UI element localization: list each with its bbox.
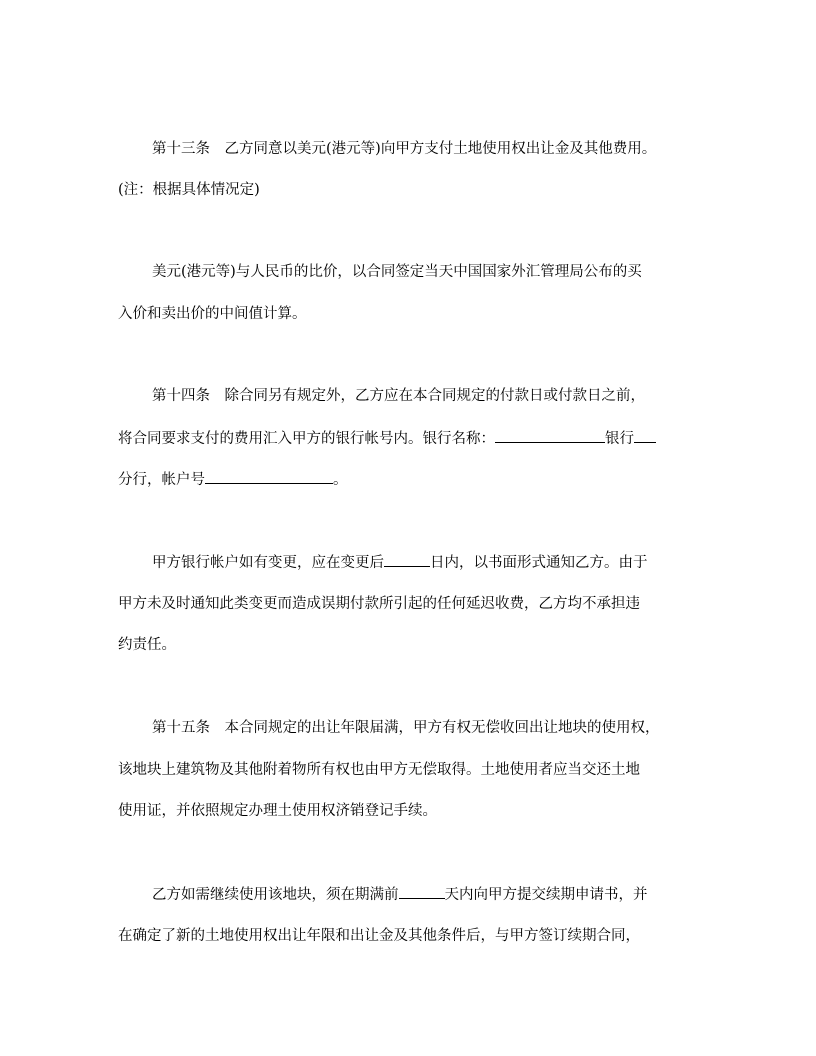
account-change-line-3: 约责任。 bbox=[118, 637, 176, 653]
renewal-line-2: 在确定了新的土地使用权出让年限和出让金及其他条件后，与甲方签订续期合同， bbox=[118, 928, 640, 944]
account-number-blank bbox=[205, 469, 333, 484]
renewal-line-1-rest: 天内向甲方提交续期申请书，并 bbox=[444, 887, 648, 903]
exchange-rate-line-2: 入价和卖出价的中间值计算。 bbox=[118, 306, 307, 322]
article-13-note: (注：根据具体情况定) bbox=[118, 182, 260, 198]
bank-branch-blank bbox=[634, 428, 656, 443]
article-15-line-2: 该地块上建筑物及其他附着物所有权也由甲方无偿取得。土地使用者应当交还土地 bbox=[118, 762, 640, 778]
account-change-line-2: 甲方未及时通知此类变更而造成误期付款所引起的任何延迟收费，乙方均不承担违 bbox=[118, 596, 640, 612]
article-14-line-1: 第十四条 除合同另有规定外，乙方应在本合同规定的付款日或付款日之前， bbox=[152, 388, 645, 404]
account-change-line-1 bbox=[152, 552, 648, 573]
article-14-line-2 bbox=[118, 428, 656, 449]
article-15-line-1: 第十五条 本合同规定的出让年限届满，甲方有权无偿收回出让地块的使用权， bbox=[152, 720, 660, 736]
renewal-days-blank bbox=[399, 884, 445, 899]
renewal-line-1-text: 乙方如需继续使用该地块，须在期满前 bbox=[152, 887, 399, 903]
article-14-bank-suffix: 银行 bbox=[605, 431, 634, 447]
account-change-line-1-text: 甲方银行帐户如有变更，应在变更后 bbox=[152, 555, 384, 571]
article-14-line-2-text: 将合同要求支付的费用汇入甲方的银行帐号内。银行名称： bbox=[118, 431, 495, 447]
article-14-line-3-text: 分行，帐户号 bbox=[118, 472, 205, 488]
exchange-rate-line-1: 美元(港元等)与人民币的比价，以合同签定当天中国国家外汇管理局公布的买 bbox=[152, 264, 642, 280]
article-15-line-3: 使用证，并依照规定办理土使用权济销登记手续。 bbox=[118, 803, 437, 819]
renewal-line-1 bbox=[152, 884, 648, 905]
days-blank bbox=[384, 552, 430, 567]
article-14-line-3-end: 。 bbox=[333, 472, 348, 488]
account-change-line-1-rest: 日内，以书面形式通知乙方。由于 bbox=[430, 555, 648, 571]
article-13-line-1: 第十三条 乙方同意以美元(港元等)向甲方支付土地使用权出让金及其他费用。 bbox=[152, 141, 657, 157]
article-14-line-3 bbox=[118, 469, 348, 490]
bank-name-blank bbox=[495, 428, 605, 443]
